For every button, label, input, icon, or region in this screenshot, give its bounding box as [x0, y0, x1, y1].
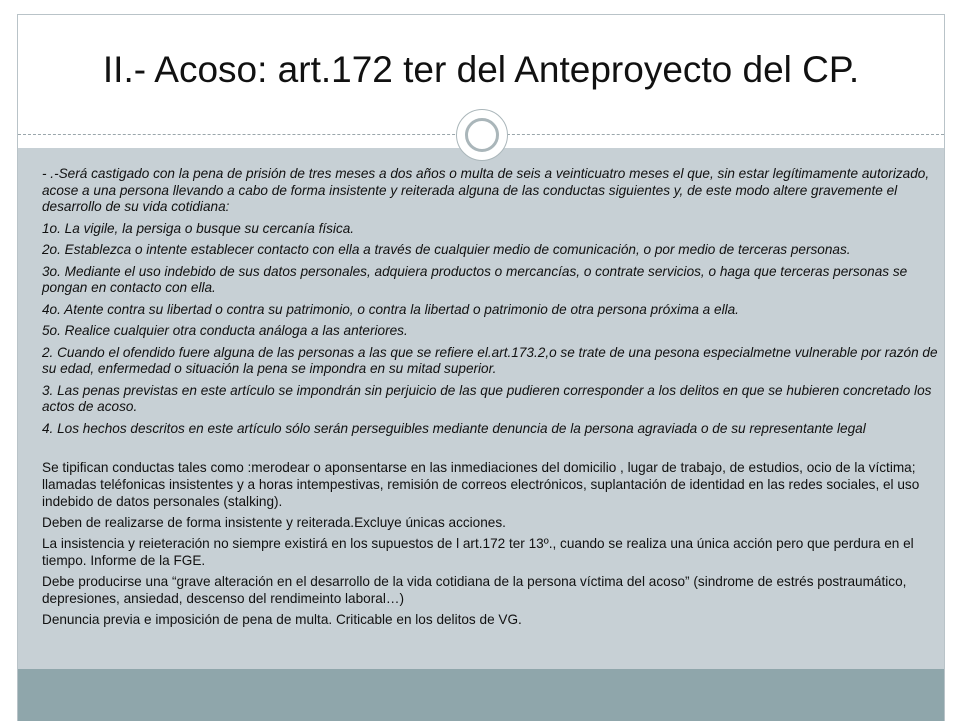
- article-paragraph: 5o. Realice cualquier otra conducta análoga a las anteriores.: [42, 323, 408, 338]
- slide-body: [42, 166, 942, 632]
- paragraph-spacer: [42, 442, 942, 459]
- footer-band: [18, 669, 944, 721]
- circle-ornament-icon: [456, 109, 508, 161]
- slide-title: II.- Acoso: art.172 ter del Anteproyecto del CP.: [102, 49, 860, 90]
- article-paragraph: 3. Las penas previstas en este artículo se impondrán sin perjuicio de las que pudieren corresponder a los delitos en que se hubieren concretado los actos de acoso.: [42, 382, 932, 414]
- article-paragraph: - .-Será castigado con la pena de prisión de tres meses a dos años o multa de seis a veinticuatro meses el que, sin estar legítimamente autorizado, acose a una persona llevando a cabo de forma insistente y reiterada alguna de las conductas siguientes y, de este modo altere gravemente el desarrollo de su vida cotidiana:: [42, 166, 930, 214]
- article-paragraph: 4o. Atente contra su libertad o contra su patrimonio, o contra la libertad o patrimonio de otra persona próxima a ella.: [42, 301, 739, 317]
- commentary-paragraph: La insistencia y reieteración no siempre existirá en los supuestos de l art.172 ter 13º., cuando se realiza una única acción pero que perdura en el tiempo. Informe de la FGE.: [42, 536, 914, 568]
- commentary-paragraph: Denuncia previa e imposición de pena de multa. Criticable en los delitos de VG.: [42, 612, 522, 627]
- slide-frame: [17, 14, 945, 721]
- article-paragraph: 2. Cuando el ofendido fuere alguna de las personas a las que se refiere el.art.173.2,o se trate de una pesona especialmetne vulnerable por razón de su edad, enfermedad o situación la pena se impondra en su mitad superior.: [42, 344, 938, 376]
- article-paragraph: 2o. Establezca o intente establecer contacto con ella a través de cualquier medio de comunicación, o por medio de terceras personas.: [42, 242, 851, 257]
- article-paragraph: 1o. La vigile, la persiga o busque su cercanía física.: [42, 220, 355, 236]
- article-paragraph: 4. Los hechos descritos en este artículo sólo serán perseguibles mediante denuncia de la persona agraviada o de su representante legal: [42, 420, 866, 436]
- commentary-paragraph: Se tipifican conductas tales como :merodear o aponsentarse en las inmediaciones del domicilio , lugar de trabajo, de estudios, ocio de la víctima; llamadas teléfonicas insistentes y a horas intempestivas, remisión de correos electrónicos, suplantación de identidad en las redes sociales, el uso indebido de datos personales (stalking).: [42, 460, 920, 509]
- commentary-paragraph: Deben de realizarse de forma insistente y reiterada.Excluye únicas acciones.: [42, 515, 506, 530]
- circle-ornament-inner: [465, 118, 499, 152]
- commentary-paragraph: Debe producirse una “grave alteración en el desarrollo de la vida cotidiana de la persona víctima del acoso” (sindrome de estrés postraumático, depresiones, ansiedad, descenso del rendimeinto laboral…): [42, 574, 907, 606]
- article-paragraph: 3o. Mediante el uso indebido de sus datos personales, adquiera productos o mercancías, o contrate servicios, o haga que terceras personas se pongan en contacto con ella.: [42, 263, 908, 295]
